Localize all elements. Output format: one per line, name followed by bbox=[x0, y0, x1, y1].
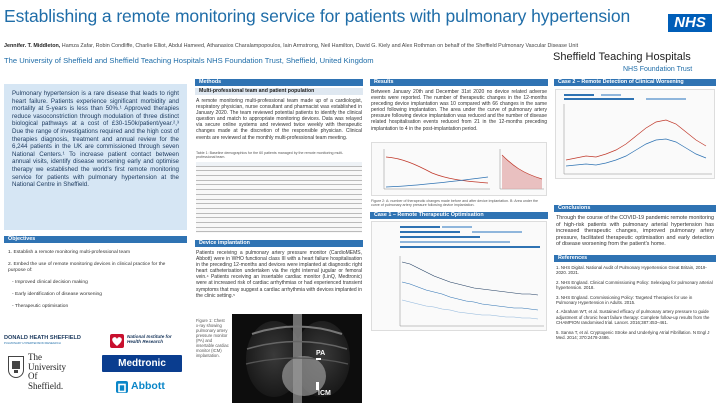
poster-title: Establishing a remote monitoring service for patients with pulmonary hypertension bbox=[4, 6, 631, 26]
conclusions-header: Conclusions bbox=[554, 205, 716, 212]
objectives-list bbox=[8, 250, 184, 316]
case2-chart bbox=[555, 89, 715, 179]
co-authors: Hamza Zafar, Robin Condliffe, Charlie Elliot, Abdul Hameed, Athanasios Charalampopoulos, Iain Armstrong, Neil Hamilton, David G. Kiely and Alex Rothman on behalf of the Sheffield Pulmonary Vascular Disease Unit bbox=[60, 43, 579, 49]
nihr-heart-icon bbox=[110, 334, 124, 348]
introduction-text: Pulmonary hypertension is a rare disease that leads to right heart failure. Patients experience significant morbidity and mortality at 5-years is less than 50%.¹ Approved therapies reduce vasoconstriction through modulation of three distinct biological pathways at a cost of £30-150k/patient/year.²,³ Due the range of investigations required and the high cost of therapies diagnosis, treatment and annual review for the 6,244 patients in the UK are commissioned through seven National Centers.¹ To increase patient contact between annual visits, identify disease worsening early and optimise therapy we established the world's first remote monitoring service for patients with pulmonary hypertension at the National Centre in Sheffield. bbox=[12, 90, 179, 189]
donald-heath-name: DONALD HEATH SHEFFIELD bbox=[4, 335, 81, 341]
donald-heath-subtitle: PULMONARY HYPERTENSION RESEARCH bbox=[4, 341, 61, 345]
objective-item: 1. Establish a remote monitoring multi-professional team bbox=[8, 250, 131, 255]
reference-item: 5. Sanna T, et al. Cryptogenic Stroke and Underlying Atrial Fibrillation. N Engl J Med. 2014; 370:2478-2486. bbox=[556, 329, 710, 341]
case1-header: Case 1 – Remote Therapeutic Optimisation bbox=[370, 212, 548, 219]
objective-item: 2. Embed the use of remote monitoring devices in clinical practice for the purpose of: bbox=[8, 262, 166, 273]
university-crest-icon bbox=[8, 356, 24, 378]
nhs-logo: NHS bbox=[668, 14, 712, 32]
device-implantation-text: Patients receiving a pulmonary artery pressure monitor (CardioMEMS, Abbott) were in WHO functional class III with a heart failure hospitalisation in the preceding 12-months and devices were implanted at diagnostic right heart catheterisation undertaken via the right internal jugular or femoral vein.⁴ Patients receiving an insertable cardiac monitor (LinQ, Medtronic) were at increased risk of cardiac arrhythmias or had experienced transient symptoms that may suggest a cardiac arrhythmia with devices implanted in the clinic setting.⁵ bbox=[196, 250, 362, 299]
methods-team-text: A remote monitoring multi-professional team made up of a cardiologist, respiratory physician, nurse consultant and pharmacist was established in January 2020. The team reviewed potential patients to identify the clinical question and match to appropriate monitoring devices. Data was relayed via secure online systems and reviewed twice weekly with therapeutic changes made at the discretion of the responsible physician. Clinical events are reviewed at the monthly multi-professional team meeting. bbox=[196, 98, 362, 141]
objectives-header: Objectives bbox=[4, 236, 187, 243]
results-header: Results bbox=[370, 79, 548, 86]
baseline-table-grid bbox=[196, 162, 362, 233]
device-implantation-header: Device implantation bbox=[195, 240, 363, 247]
abbott-logo-text: Abbott bbox=[131, 380, 165, 392]
university-logo-text bbox=[28, 353, 66, 391]
case1-chart bbox=[371, 221, 547, 331]
reference-item: 1. NHS Digital. National Audit of Pulmonary Hypertension Great Britain, 2019-2020. 2021. bbox=[556, 265, 707, 276]
methods-header: Methods bbox=[195, 79, 363, 86]
figure1-caption: Figure 1: Chest x-ray showing pulmonary artery pressure monitor (PA) and insertable cardiac monitor (ICM) implantation. bbox=[196, 318, 229, 358]
university-line: The bbox=[28, 352, 42, 362]
figure2-charts bbox=[371, 142, 547, 196]
table-caption: Table 1: Baseline demographics for the 60 patients managed by the remote monitoring multi-professional team. bbox=[196, 151, 344, 160]
results-text: Between January 20th and December 31st 2020 no device related adverse events were reported. The number of therapeutic changes in the 12-months preceding device implantation was 10 compared with 66 changes in the same period following implantation. The area under the curve of pulmonary artery pressure following device implantation was reduced and the number of disease related hospitalisation events reduced from 21 in the 12-months preceding implantation to 4 in the post-implantation period. bbox=[371, 89, 547, 132]
abbott-icon bbox=[116, 381, 128, 393]
affiliation: The University of Sheffield and Sheffield Teaching Hospitals NHS Foundation Trust, Sheffield, United Kingdom bbox=[4, 56, 374, 65]
xray-label-pa: PA bbox=[316, 350, 326, 357]
methods-subheader-team: Multi-professional team and patient population bbox=[195, 88, 363, 95]
trust-name: Sheffield Teaching Hospitals bbox=[553, 51, 691, 63]
reference-item: 4. Abraham WT, et al. Sustained efficacy of pulmonary artery pressure to guide adjustment of chronic heart failure therapy: Complete follow-up results from the CHAMPION randomised trial. Lancet. 2016;387:453–461. bbox=[556, 309, 710, 326]
objective-item: - Improved clinical decision making bbox=[12, 280, 88, 285]
objective-item: - Therapeutic optimisation bbox=[12, 304, 69, 309]
chest-xray-image bbox=[232, 314, 362, 403]
references-list bbox=[556, 265, 714, 344]
donald-heath-logo bbox=[4, 335, 104, 345]
objective-item: - Early identification of disease worsening bbox=[12, 292, 102, 297]
medtronic-logo: Medtronic bbox=[102, 355, 182, 372]
university-line: Sheffield. bbox=[28, 380, 64, 391]
xray-label-icm: ICM bbox=[318, 390, 331, 397]
university-line: Of bbox=[28, 371, 38, 381]
author-list bbox=[4, 43, 578, 49]
lead-author: Jennifer. T. Middleton, bbox=[4, 43, 61, 49]
university-line: University bbox=[28, 361, 66, 372]
nihr-logo-text: National Institute for Health Research bbox=[127, 334, 172, 345]
case2-header: Case 2 – Remote Detection of Clinical Worsening bbox=[554, 79, 716, 86]
reference-item: 3. NHS England. Commissioning Policy: Targeted Therapies for use in Pulmonary Hypertension in Adults. 2015. bbox=[556, 294, 693, 306]
introduction-box bbox=[4, 84, 187, 230]
references-header: References bbox=[554, 255, 716, 262]
figure2-caption: Figure 2: A: number of therapeutic changes made before and after device implantation. B: Area under the curve of pulmonary artery pressure following device implantation. bbox=[371, 199, 539, 208]
trust-subtitle: NHS Foundation Trust bbox=[623, 66, 693, 73]
conclusions-text: Through the course of the COVID-19 pandemic remote monitoring of high-risk patients with pulmonary arterial hypertension has increased therapeutic changes, improved pulmonary artery pressure, facilitated therapeutic optimisation and early detection of disease worsening from the patient's home. bbox=[556, 215, 714, 248]
reference-item: 2. NHS England. Clinical Commissioning Policy: Selexipag for pulmonary arterial hypertension. 2018. bbox=[556, 279, 713, 291]
baseline-table bbox=[196, 162, 362, 233]
